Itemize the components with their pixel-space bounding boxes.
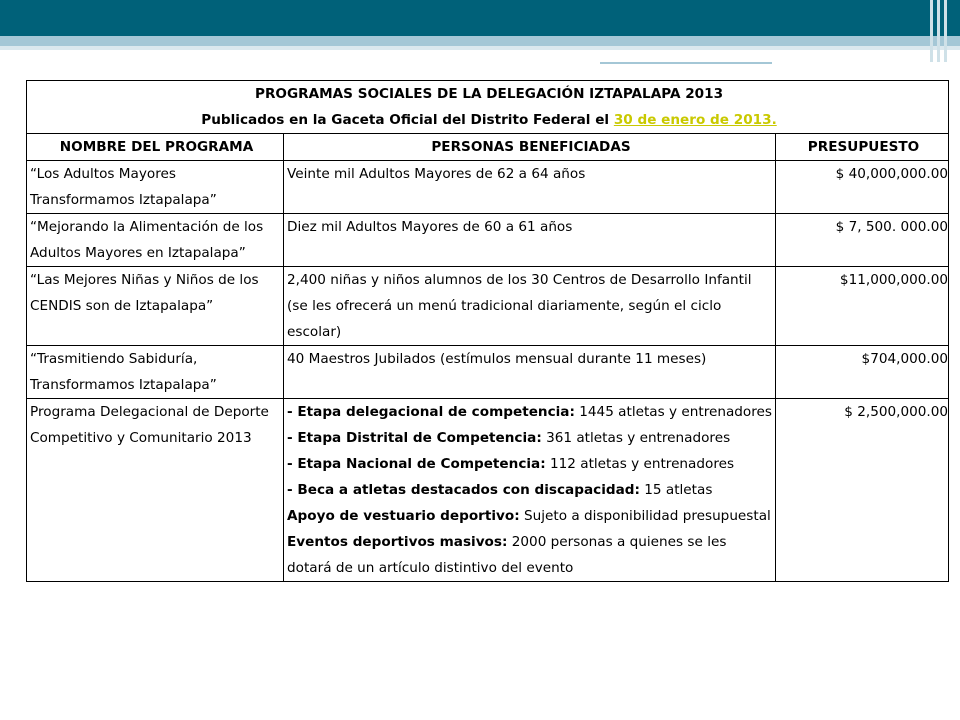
- table-title: PROGRAMAS SOCIALES DE LA DELEGACIÓN IZTAPALAPA 2013: [254, 86, 724, 102]
- beneficiary-item-text: 1445 atletas y entrenadores: [574, 404, 772, 420]
- program-budget: $ 2,500,000.00: [776, 399, 949, 582]
- program-name: “Mejorando la Alimentación de los Adultos Mayores en Iztapalapa”: [27, 214, 284, 267]
- beneficiary-item-text: 15 atletas: [639, 482, 713, 498]
- table-title-cell: [27, 81, 949, 134]
- program-budget: $ 40,000,000.00: [776, 161, 949, 214]
- column-header-row: [27, 134, 949, 161]
- column-header-program: NOMBRE DEL PROGRAMA: [27, 134, 284, 161]
- program-budget: $ 7, 500. 000.00: [776, 214, 949, 267]
- program-name: “Trasmitiendo Sabiduría, Transformamos Iztapalapa”: [27, 346, 284, 399]
- beneficiary-item-text: Sujeto a disponibilidad presupuestal: [519, 508, 771, 524]
- banner-rule: [600, 62, 772, 64]
- top-banner: [0, 0, 960, 36]
- publication-date-link[interactable]: 30 de enero de 2013.: [613, 112, 777, 128]
- program-beneficiaries: Diez mil Adultos Mayores de 60 a 61 años: [284, 214, 776, 267]
- beneficiary-item-label: Apoyo de vestuario deportivo:: [287, 508, 520, 524]
- table-row: [27, 267, 949, 346]
- beneficiary-item: [287, 477, 775, 503]
- beneficiary-item: [287, 503, 775, 529]
- program-beneficiaries: Veinte mil Adultos Mayores de 62 a 64 años: [284, 161, 776, 214]
- subtitle-prefix: Publicados en la Gaceta Oficial del Distrito Federal el: [201, 112, 614, 128]
- top-banner-light-band: [0, 36, 960, 46]
- beneficiary-item: [287, 425, 775, 451]
- beneficiary-item: [287, 451, 775, 477]
- beneficiary-item-text: 361 atletas y entrenadores: [541, 430, 731, 446]
- program-beneficiaries: [284, 399, 776, 582]
- beneficiary-item-label: - Beca a atletas destacados con discapacidad:: [287, 482, 640, 498]
- program-budget: $11,000,000.00: [776, 267, 949, 346]
- banner-stripe: [930, 0, 933, 62]
- program-name: “Los Adultos Mayores Transformamos Iztapalapa”: [27, 161, 284, 214]
- beneficiary-item-label: Eventos deportivos masivos:: [287, 534, 508, 550]
- table-title-row: [27, 81, 949, 134]
- table-row: [27, 399, 949, 582]
- beneficiary-item-label: - Etapa Distrital de Competencia:: [287, 430, 542, 446]
- beneficiary-item: [287, 399, 775, 425]
- beneficiary-item-text: 2000 personas a quienes se les dotará de un artículo distintivo del evento: [287, 534, 727, 576]
- social-programs-table: [26, 80, 949, 582]
- table-row: [27, 346, 949, 399]
- column-header-beneficiaries: PERSONAS BENEFICIADAS: [284, 134, 776, 161]
- table-row: [27, 214, 949, 267]
- program-beneficiaries: 40 Maestros Jubilados (estímulos mensual durante 11 meses): [284, 346, 776, 399]
- banner-stripe: [937, 0, 940, 62]
- beneficiary-item-text: 112 atletas y entrenadores: [545, 456, 735, 472]
- program-beneficiaries: 2,400 niñas y niños alumnos de los 30 Centros de Desarrollo Infantil (se les ofrecerá un menú tradicional diariamente, según el ciclo escolar): [284, 267, 776, 346]
- table-row: [27, 161, 949, 214]
- beneficiary-item-label: - Etapa delegacional de competencia:: [287, 404, 575, 420]
- banner-rule: [570, 50, 888, 52]
- banner-stripe: [944, 0, 947, 62]
- program-budget: $704,000.00: [776, 346, 949, 399]
- table-subtitle: [30, 107, 948, 133]
- program-name: “Las Mejores Niñas y Niños de los CENDIS son de Iztapalapa”: [27, 267, 284, 346]
- program-name: Programa Delegacional de Deporte Competitivo y Comunitario 2013: [27, 399, 284, 582]
- beneficiary-item-label: - Etapa Nacional de Competencia:: [287, 456, 546, 472]
- column-header-budget: PRESUPUESTO: [776, 134, 949, 161]
- beneficiary-item: [287, 529, 775, 581]
